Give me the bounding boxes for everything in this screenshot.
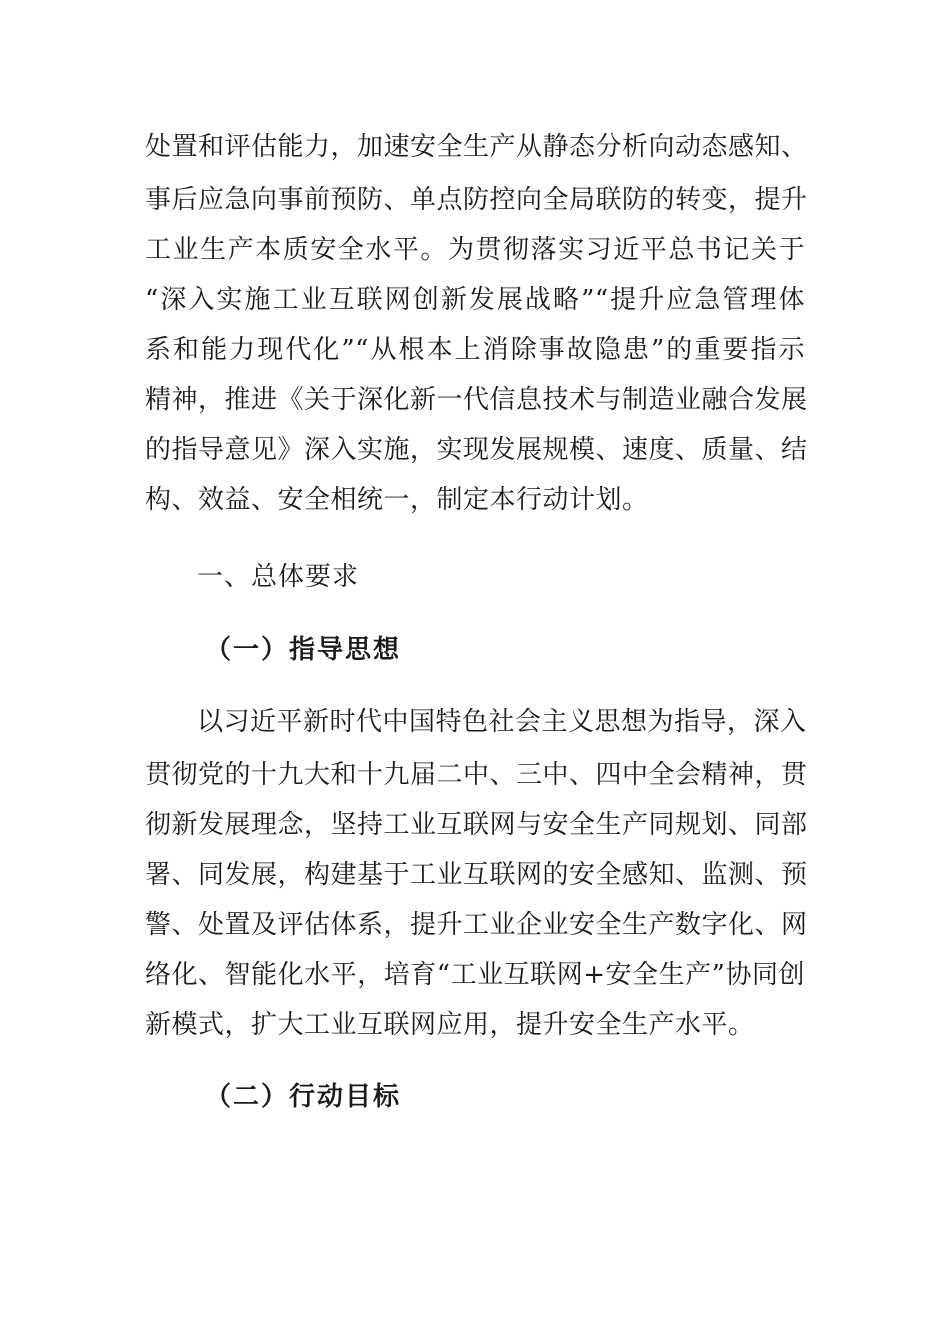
- paragraph-2-line-7: 新模式，扩大工业互联网应用，提升安全生产水平。: [145, 1010, 755, 1040]
- paragraph-2-line-4: 署、同发展，构建基于工业互联网的安全感知、监测、预: [145, 860, 808, 890]
- paragraph-2-line-5: 警、处置及评估体系，提升工业企业安全生产数字化、网: [145, 910, 808, 940]
- paragraph-2-line-3: 彻新发展理念，坚持工业互联网与安全生产同规划、同部: [145, 810, 808, 840]
- paragraph-1-line-7: 的指导意见》深入实施，实现发展规模、速度、质量、结: [145, 435, 808, 465]
- section-heading-general-requirements: 一、总体要求: [197, 562, 360, 592]
- paragraph-1-line-6: 精神，推进《关于深化新一代信息技术与制造业融合发展: [145, 385, 808, 415]
- paragraph-1-line-8: 构、效益、安全相统一，制定本行动计划。: [145, 485, 649, 515]
- paragraph-1-line-4: “深入实施工业互联网创新发展战略”“提升应急管理体: [145, 285, 805, 315]
- paragraph-1-line-2: 事后应急向事前预防、单点防控向全局联防的转变，提升: [145, 185, 808, 215]
- subsection-heading-action-goals: （二）行动目标: [205, 1082, 402, 1112]
- paragraph-1-line-5: 系和能力现代化”“从根本上消除事故隐患”的重要指示: [145, 335, 805, 365]
- subsection-heading-guiding-ideology: （一）指导思想: [205, 635, 402, 665]
- paragraph-1-line-1: 处置和评估能力，加速安全生产从静态分析向动态感知、: [145, 132, 808, 162]
- paragraph-2-line-6: 络化、智能化水平，培育“工业互联网+安全生产”协同创: [145, 960, 805, 990]
- paragraph-2-line-1: 以习近平新时代中国特色社会主义思想为指导，深入: [197, 707, 807, 737]
- paragraph-2-line-2: 贯彻党的十九大和十九届二中、三中、四中全会精神，贯: [145, 760, 808, 790]
- paragraph-1-line-3: 工业生产本质安全水平。为贯彻落实习近平总书记关于: [145, 235, 805, 265]
